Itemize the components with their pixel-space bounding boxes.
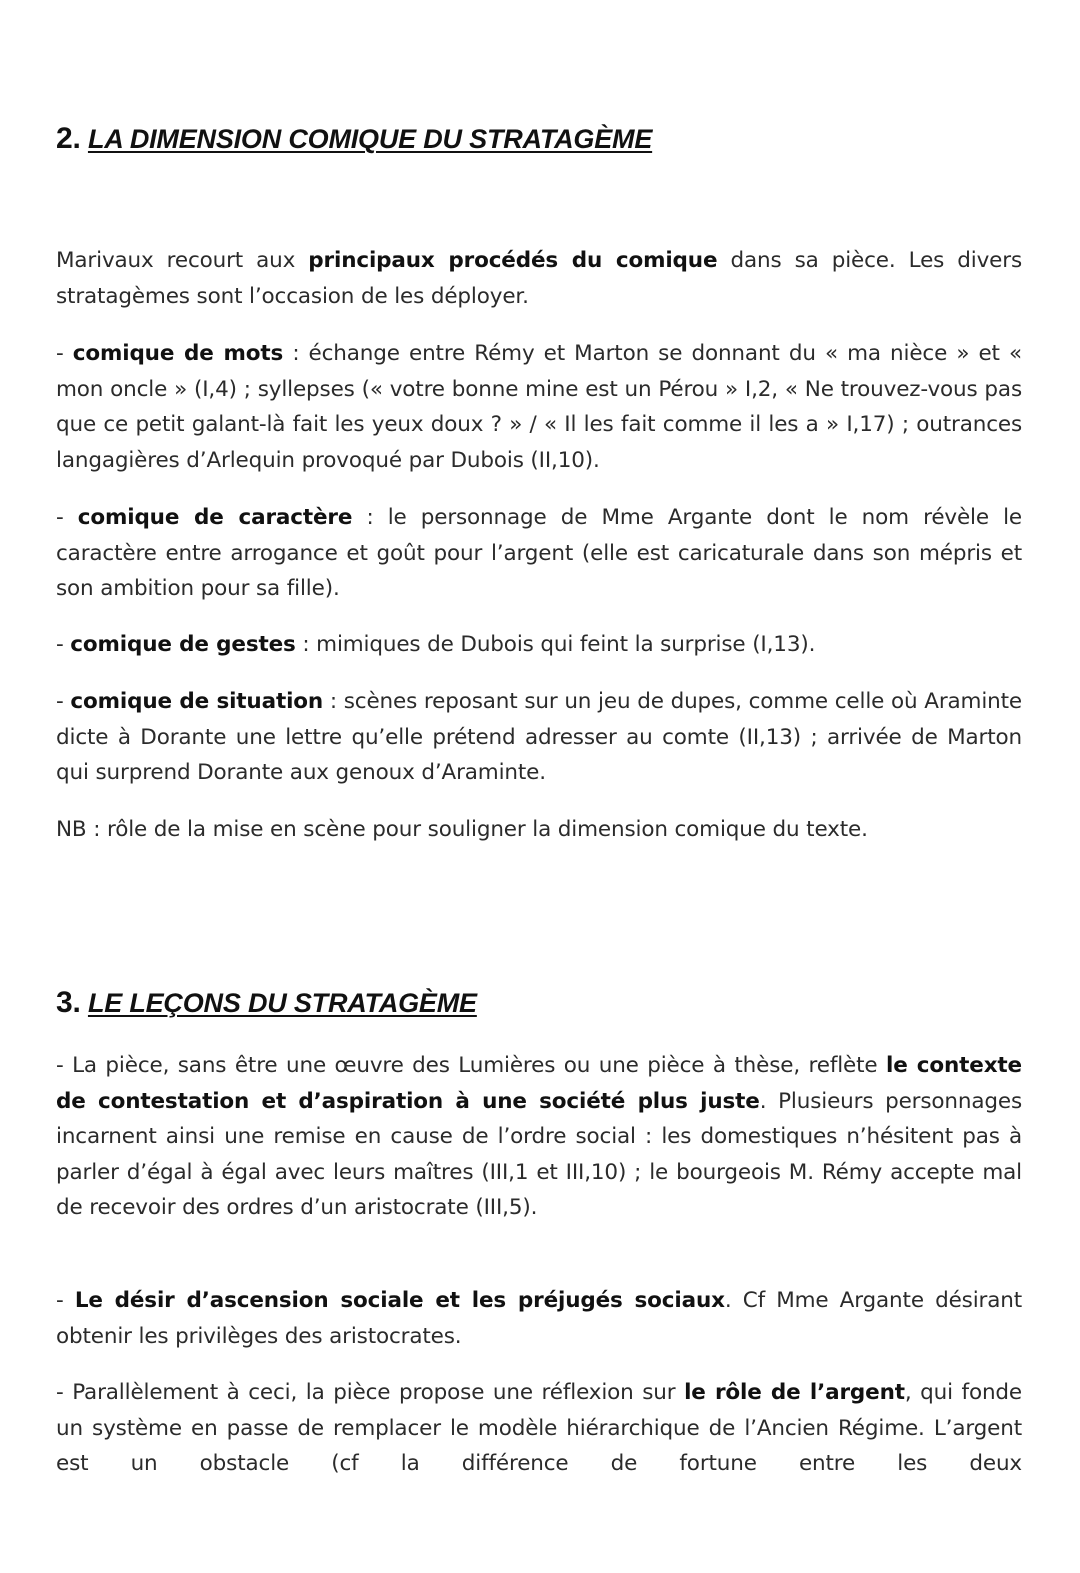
item-text: : scènes reposant sur un jeu de dupes, comme celle où Araminte dicte à Dorante une lettre qu’elle prétend adresser au comte (II,13) ; arrivée de Marton qui surprend Dorante aux genoux d’Araminte. bbox=[56, 689, 1022, 785]
p2-text-end: . Cf Mme Argante désirant obtenir les privilèges des aristocrates. bbox=[56, 1288, 1023, 1349]
section-2-title: LA DIMENSION COMIQUE DU STRATAGÈME bbox=[87, 124, 653, 154]
item-label: comique de situation bbox=[70, 689, 324, 714]
item-label: comique de gestes bbox=[70, 632, 296, 657]
item-dash: - bbox=[56, 341, 73, 366]
p3-text-end: , qui fonde un système en passe de remplacer le modèle hiérarchique de l’Ancien Régime. L’argent est un obstacle (cf la différence de fortune entre les deux bbox=[56, 1380, 1023, 1476]
item-label: comique de mots bbox=[72, 341, 284, 366]
p2-text-start: - bbox=[56, 1288, 75, 1313]
section-3-number: 3. bbox=[56, 986, 81, 1019]
section-2-intro bbox=[56, 243, 1022, 314]
section-3-title: LE LEÇONS DU STRATAGÈME bbox=[87, 988, 477, 1018]
item-label: comique de caractère bbox=[77, 505, 353, 530]
item-text: : le personnage de Mme Argante dont le nom révèle le caractère entre arrogance et goût pour l’argent (elle est caricaturale dans son mépris et son ambition pour sa fille). bbox=[56, 505, 1022, 601]
p3-bold: le rôle de l’argent bbox=[684, 1380, 905, 1405]
section-3-paragraph-3 bbox=[56, 1375, 1022, 1482]
item-text: : échange entre Rémy et Marton se donnant du « ma nièce » et « mon oncle » (I,4) ; syllepses (« votre bonne mine est un Pérou » I,2, « Ne trouvez-vous pas que ce petit galant-là fait les yeux doux ? » / « Il les fait comme il les a » I,17) ; outrances langagières d’Arlequin provoqué par Dubois (II,10). bbox=[56, 341, 1022, 473]
section-3-heading bbox=[56, 986, 477, 1020]
section-2-heading bbox=[56, 122, 652, 156]
section-3-paragraph-1 bbox=[56, 1048, 1022, 1226]
comique-de-gestes bbox=[56, 627, 1022, 663]
p1-bold: le contexte de contestation et d’aspiration à une société plus juste bbox=[56, 1053, 1022, 1114]
item-text: : mimiques de Dubois qui feint la surprise (I,13). bbox=[295, 632, 816, 657]
comique-de-caractere bbox=[56, 500, 1022, 607]
intro-text-end: dans sa pièce. Les divers stratagèmes sont l’occasion de les déployer. bbox=[56, 248, 1022, 309]
p1-text-start: - La pièce, sans être une œuvre des Lumières ou une pièce à thèse, reflète bbox=[56, 1053, 886, 1078]
intro-text-start: Marivaux recourt aux bbox=[56, 248, 309, 273]
item-dash: - bbox=[56, 689, 71, 714]
comique-de-situation bbox=[56, 684, 1022, 791]
comique-de-mots bbox=[56, 336, 1022, 478]
item-dash: - bbox=[56, 505, 78, 530]
p3-text-start: - Parallèlement à ceci, la pièce propose une réflexion sur bbox=[56, 1380, 685, 1405]
item-dash: - bbox=[56, 632, 71, 657]
section-2-number: 2. bbox=[56, 122, 81, 155]
section-3-paragraph-2 bbox=[56, 1283, 1022, 1354]
p1-text-end: . Plusieurs personnages incarnent ainsi une remise en cause de l’ordre social : les domestiques n’hésitent pas à parler d’égal à égal avec leurs maîtres (III,1 et III,10) ; le bourgeois M. Rémy accepte mal de recevoir des ordres d’un aristocrate (III,5). bbox=[56, 1088, 1023, 1220]
p2-bold: Le désir d’ascension sociale et les préjugés sociaux bbox=[74, 1288, 725, 1313]
section-2-note: NB : rôle de la mise en scène pour souligner la dimension comique du texte. bbox=[56, 817, 868, 842]
intro-bold: principaux procédés du comique bbox=[308, 248, 718, 273]
